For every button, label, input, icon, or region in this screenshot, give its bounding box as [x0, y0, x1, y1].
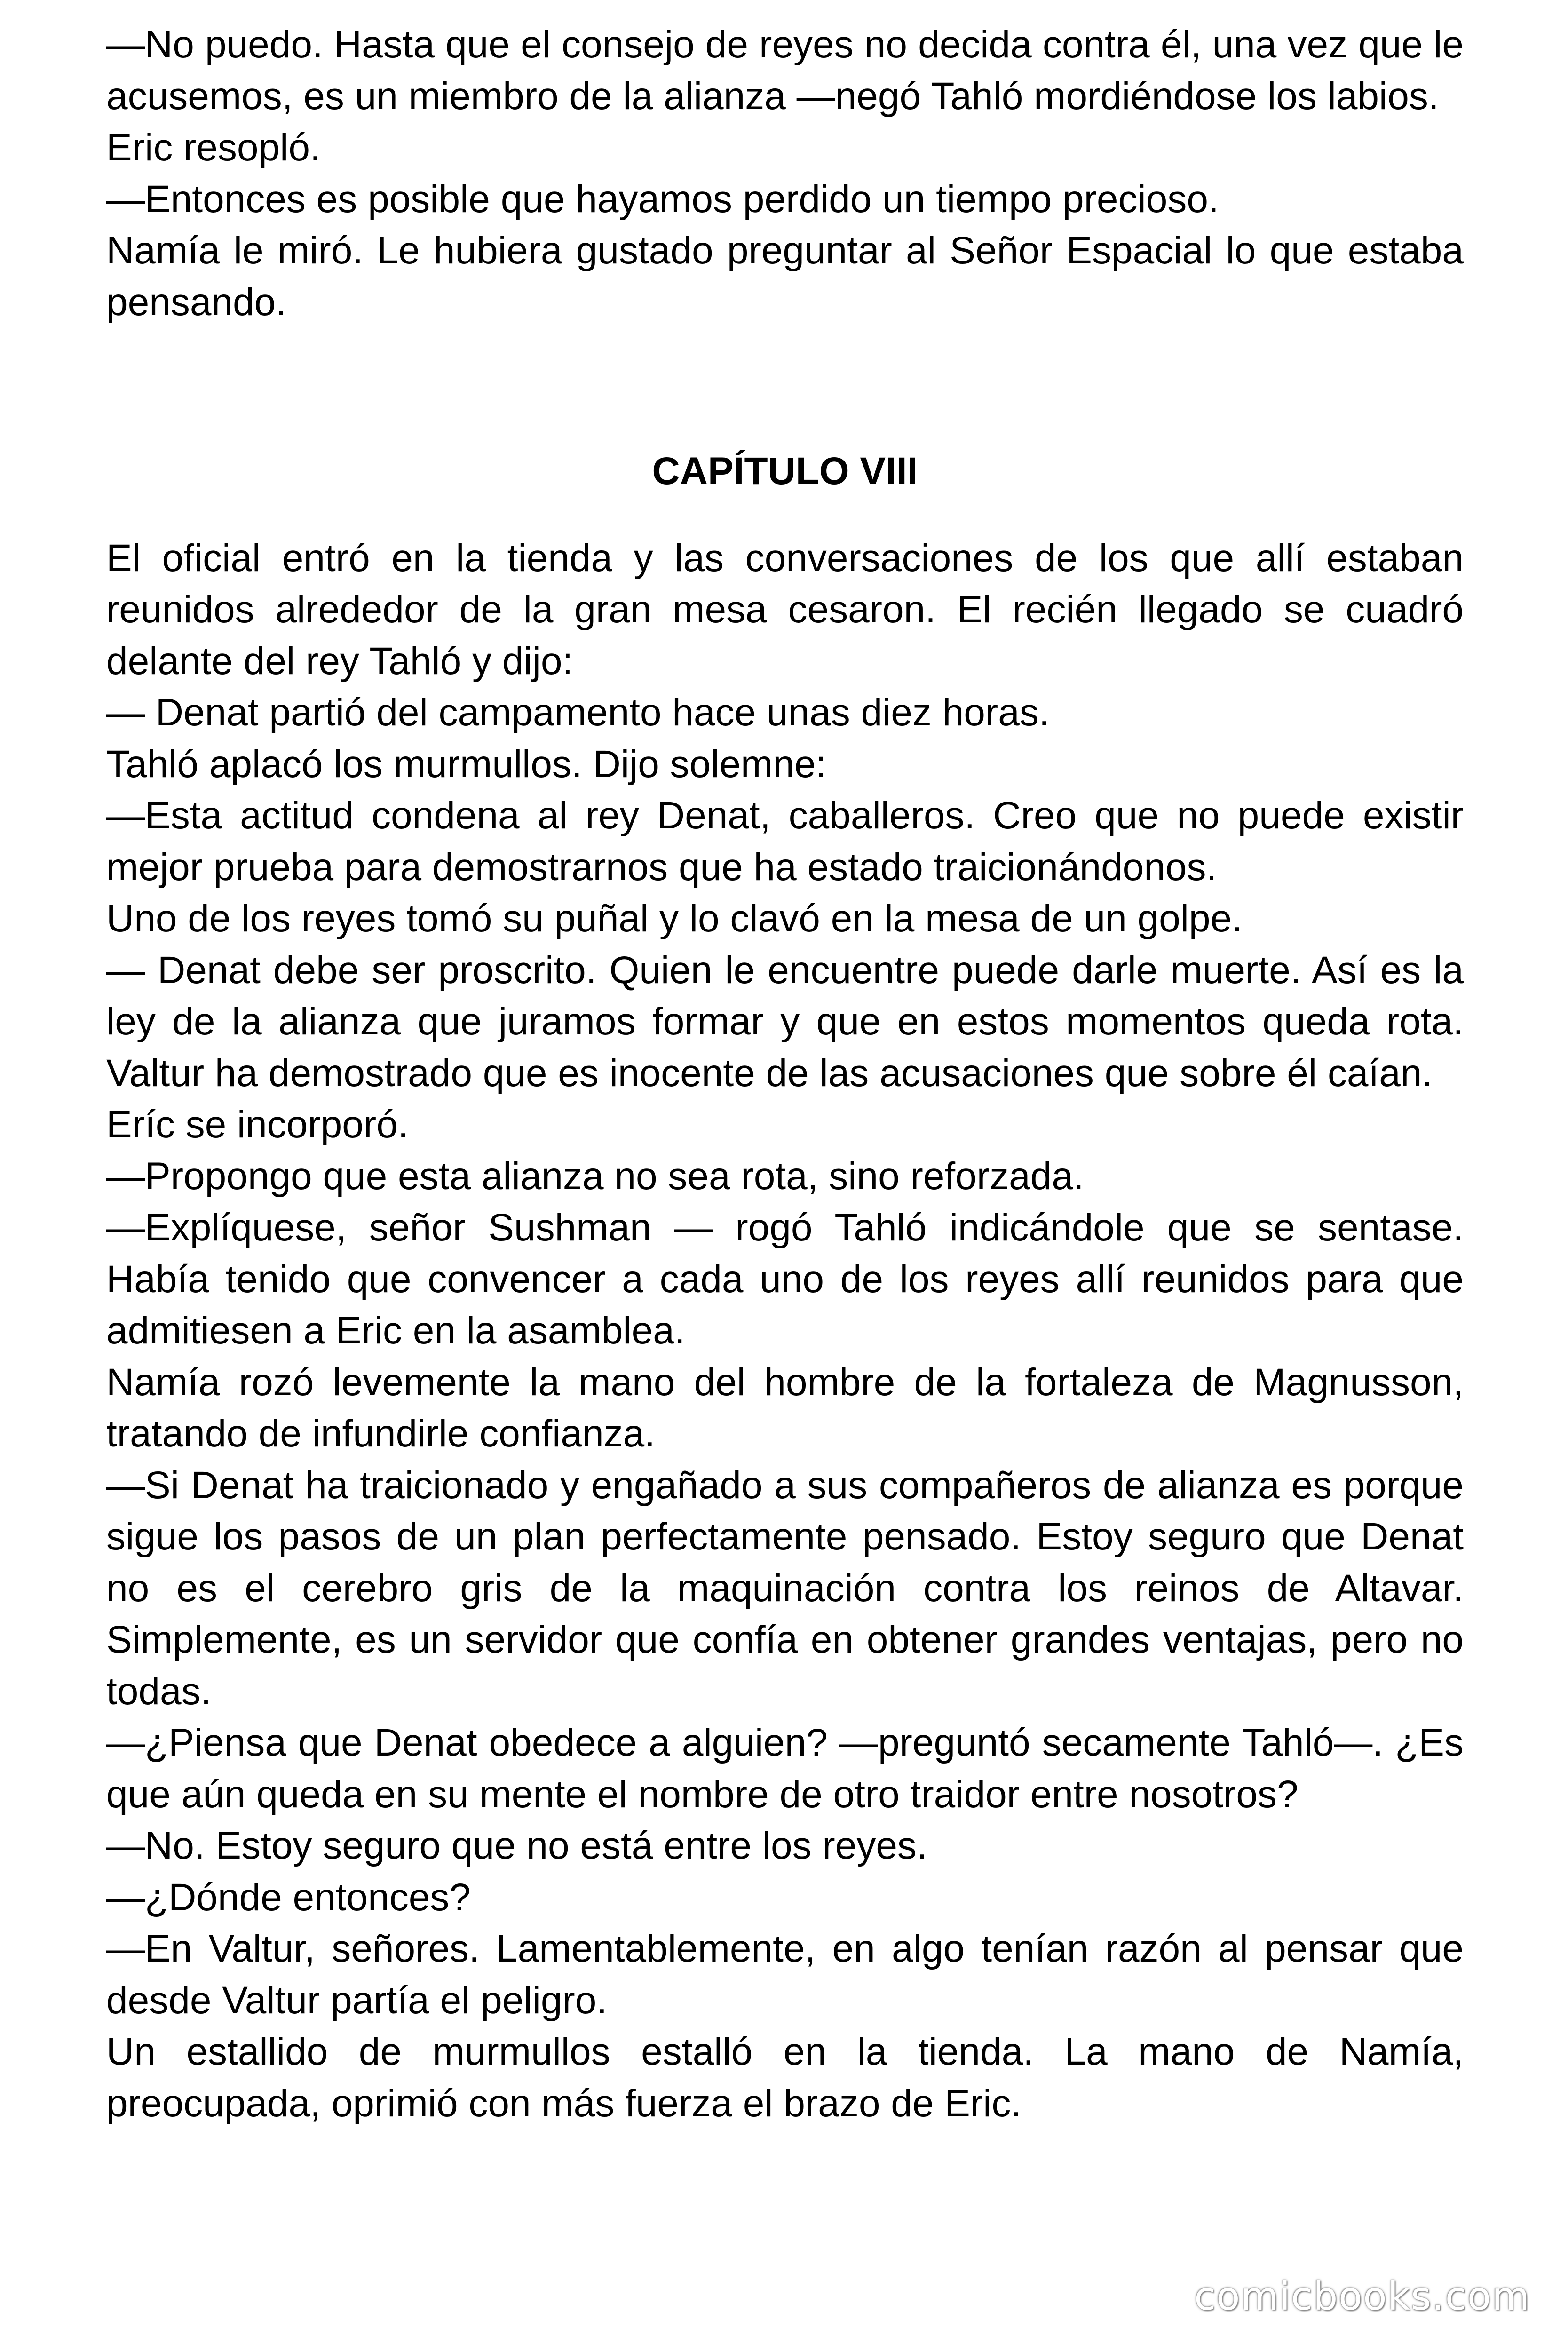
paragraph: —Esta actitud condena al rey Denat, caballeros. Creo que no puede existir mejor prueba para demostrarnos que ha estado traicionándonos. [106, 794, 1464, 889]
page-body [106, 19, 1464, 2129]
paragraph: Un estallido de murmullos estalló en la tienda. La mano de Namía, preocupada, oprimió con más fuerza el brazo de Eric. [106, 2030, 1464, 2125]
watermark: comicbooks.com [1194, 2274, 1530, 2319]
paragraph: —No. Estoy seguro que no está entre los reyes. [106, 1824, 927, 1867]
paragraph: Uno de los reyes tomó su puñal y lo clavó en la mesa de un golpe. [106, 897, 1243, 940]
paragraph: Eric resopló. [106, 126, 321, 169]
paragraph: Eríc se incorporó. [106, 1103, 409, 1146]
paragraph: — Denat debe ser proscrito. Quien le encuentre puede darle muerte. Así es la ley de la alianza que juramos formar y que en estos momentos queda rota. Valtur ha demostrado que es inocente de las acusaciones que sobre él caían. [106, 948, 1464, 1095]
paragraph: Tahló aplacó los murmullos. Dijo solemne: [106, 742, 827, 786]
paragraph: —En Valtur, señores. Lamentablemente, en algo tenían razón al pensar que desde Valtur partía el peligro. [106, 1927, 1464, 2022]
paragraph: —¿Piensa que Denat obedece a alguien? —preguntó secamente Tahló—. ¿Es que aún queda en su mente el nombre de otro traidor entre nosotros? [106, 1721, 1464, 1816]
paragraph: —Propongo que esta alianza no sea rota, sino reforzada. [106, 1154, 1084, 1198]
paragraph: —Explíquese, señor Sushman — rogó Tahló indicándole que se sentase. Había tenido que convencer a cada uno de los reyes allí reunidos para que admitiesen a Eric en la asamblea. [106, 1206, 1464, 1352]
paragraph: —Si Denat ha traicionado y engañado a sus compañeros de alianza es porque sigue los pasos de un plan perfectamente pensado. Estoy seguro que Denat no es el cerebro gris de la maquinación contra los reinos de Altavar. Simplemente, es un servidor que confía en obtener grandes ventajas, pero no todas. [106, 1463, 1464, 1713]
paragraph: Namía le miró. Le hubiera gustado preguntar al Señor Espacial lo que estaba pensando. [106, 229, 1464, 324]
chapter-title: CAPÍTULO VIII [652, 450, 918, 493]
paragraph: Namía rozó levemente la mano del hombre de la fortaleza de Magnusson, tratando de infundirle confianza. [106, 1360, 1464, 1455]
paragraph: —¿Dónde entonces? [106, 1875, 471, 1919]
paragraph: El oficial entró en la tienda y las conversaciones de los que allí estaban reunidos alrededor de la gran mesa cesaron. El recién llegado se cuadró delante del rey Tahló y dijo: [106, 536, 1464, 683]
paragraph: —No puedo. Hasta que el consejo de reyes no decida contra él, una vez que le acusemos, es un miembro de la alianza —negó Tahló mordiéndose los labios. [106, 23, 1464, 118]
spacer [106, 328, 1464, 445]
paragraph: —Entonces es posible que hayamos perdido un tiempo precioso. [106, 177, 1219, 221]
paragraph: — Denat partió del campamento hace unas diez horas. [106, 691, 1050, 734]
spacer [106, 497, 1464, 532]
